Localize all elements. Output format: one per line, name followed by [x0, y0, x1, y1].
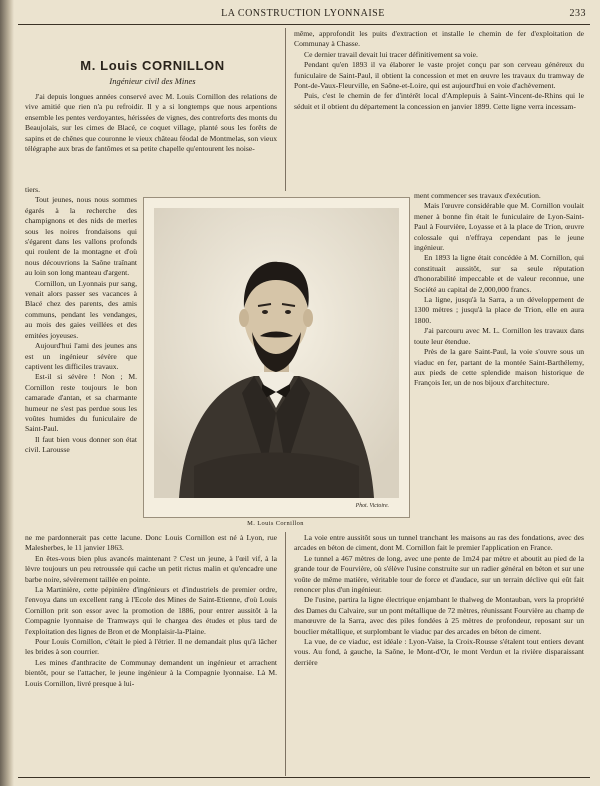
left-column-bottom: [25, 533, 277, 689]
portrait-image: [154, 208, 399, 498]
paragraph: J'ai depuis longues années conservé avec M. Louis Cornillon des relations de vive amitié que rien n'a pu refroidir. Il y a si longtemps que nous arpentions ensemble les pentes verdoyantes, hérissées de vignes, des contreforts des monts du Beaujolais, sur les cimes de Blacé, ce coquet village, planté sous les forêts de sapins et de chênes que couronne le vieux château féodal de Montmelas, son vieux télégraphe aux bras de fantômes et sa petite chapelle qu'entourent les noise-: [25, 92, 277, 154]
paragraph: Est-il si sévère ! Non ; M. Cornillon reste toujours le bon camarade d'antan, et sa charmante humeur ne s'est pas perdue sous les voûtes humides du funiculaire de Saint-Paul.: [25, 372, 137, 434]
paragraph: même, approfondit les puits d'extraction et installe le chemin de fer d'exploitation de Communay à Chasse.: [294, 29, 584, 49]
paragraph: La vue, de ce viaduc, est idéale : Lyon-Vaise, la Croix-Rousse s'étalent tout entiers devant vous. Au fond, à gauche, la Saône, le Mont-d'Or, le mont Verdun et la rivière disparaissant derrière: [294, 637, 584, 667]
paragraph: De l'usine, partira la ligne électrique enjambant le thalweg de Montauban, vers la propriété des Dames du Calvaire, sur un pont métallique de 72 mètres, réunissant Fourvière au champ de manœuvre de la Sarra, avec des piles fondées à 25 mètres de profondeur, reposant sur un bouclier métallique, et surplombant le viaduc par des arcades en béton de ciment.: [294, 595, 584, 636]
paragraph: Les mines d'anthracite de Communay demandent un ingénieur et arrachent bientôt, pour se l'attacher, le jeune ingénieur à la Compagnie lyonnaise. Là M. Louis Cornillon, livré presque à lui-: [25, 657, 277, 688]
paragraph: ment commencer ses travaux d'exécution.: [414, 191, 541, 200]
paragraph: Mais l'œuvre considérable que M. Cornillon voulait mener à bonne fin était le funiculaire de Lyon-Saint-Paul à Fourvière, Loyasse et à la place de Trion, œuvre colossale qui n'effraya cependant pas le jeune ingénieur.: [414, 201, 584, 253]
photo-credit: Phot. Victoire.: [355, 503, 389, 509]
paragraph: Puis, c'est le chemin de fer d'intérêt local d'Amplepuis à Saint-Vincent-de-Rhins qui le séduit et il obtient du département la concession en janvier 1899. Cette ligne verra incessam-: [294, 91, 584, 111]
right-column-top: [294, 29, 584, 112]
paragraph: Cornillon, un Lyonnais pur sang, venait alors passer ses vacances à Blacé chez des parents, des amis communs, pendant les vendanges, au mois des gaies veillées et des emitées joyeuses.: [25, 278, 137, 340]
paragraph: En 1893 la ligne était concédée à M. Cornillon, qui constituait aussitôt, sur sa seule réputation d'honorabilité impeccable et de valeur reconnue, une Société au capital de 2,000,000 francs.: [414, 253, 584, 294]
paragraph: Pour Louis Cornillon, c'était le pied à l'étrier. Il ne demandait plus qu'à lâcher les brides à son courrier.: [25, 637, 277, 657]
left-column-top: [25, 92, 277, 154]
paragraph: La voie entre aussitôt sous un tunnel tranchant les maisons au ras des fondations, avec des arcades en béton de ciment, dont M. Cornillon fait le premier l'application en France.: [294, 533, 584, 553]
running-head-title: LA CONSTRUCTION LYONNAISE: [221, 8, 385, 19]
paragraph: Aujourd'hui l'ami des jeunes ans est un ingénieur sévère que captivent les difficiles travaux.: [25, 341, 137, 371]
right-column-narrow: [414, 191, 584, 389]
running-head: [20, 8, 586, 22]
left-column-narrow: [25, 185, 137, 456]
paragraph: J'ai parcouru avec M. L. Cornillon les travaux dans toute leur étendue.: [414, 326, 584, 346]
paragraph: Il faut bien vous donner son état civil. Larousse: [25, 434, 137, 455]
paragraph: En êtes-vous bien plus avancés maintenant ? C'est un jeune, à l'œil vif, à la lèvre toujours un peu retroussée qui cache un petit rictus malin et qu'encadre une barbe noire, sévèrement taillée en pointe.: [25, 553, 277, 584]
article-subtitle: Ingénieur civil des Mines: [109, 76, 196, 86]
column-divider-top: [285, 28, 286, 191]
header-rule: [18, 24, 590, 25]
page-number: 233: [569, 8, 586, 19]
paragraph: La ligne, jusqu'à la Sarra, a un développement de 1300 mètres ; jusqu'à la place de Trion, elle en aura 1800.: [414, 295, 584, 325]
paragraph: Près de la gare Saint-Paul, la voie s'ouvre sous un viaduc en fer, partant de la montée Saint-Barthélemy, aux pieds de cette splendide maison historique de François Ier, un de nos bijoux d'architecture.: [414, 347, 584, 388]
paragraph: tiers.: [25, 185, 40, 194]
paragraph: ne me pardonnerait pas cette lacune. Donc Louis Cornillon est né à Lyon, rue Malesherbes, le 11 janvier 1863.: [25, 533, 277, 553]
column-divider-bottom: [285, 532, 286, 776]
paragraph: Le tunnel a 467 mètres de long, avec une pente de 1m24 par mètre et aboutit au pied de la grande tour de Fourvière, où s'élève l'usine construite sur un radier général en béton et sur une voûte de même matière, véritable tour de force et d'audace, sur un terrain déclive qui eût fait renoncer plus d'un ingénieur.: [294, 553, 584, 595]
paragraph: Ce dernier travail devait lui tracer définitivement sa voie.: [304, 49, 478, 59]
page-binding-shadow: [0, 0, 14, 786]
article-title: M. Louis CORNILLON: [80, 58, 225, 73]
portrait-photo: [143, 197, 410, 518]
right-column-bottom: [294, 533, 584, 668]
photo-caption: M. Louis Cornillon: [247, 520, 304, 527]
paragraph: Tout jeunes, nous nous sommes égarés à la recherche des champignons et des nids de merles sous les noires frondaisons qui s'égarent dans les vallons profonds qui roulent de la montagne et d'où nous découvrions la Saône traînant au loin son long manteau d'argent.: [25, 195, 137, 278]
footer-rule: [18, 777, 590, 778]
paragraph: La Martinière, cette pépinière d'ingénieurs et d'industriels de premier ordre, l'envoya dans un excellent rang à l'Ecole des Mines de Saint-Etienne, d'où Louis Cornillon prit son essor avec la promotion de 1886, pour entrer aussitôt à la Compagnie lyonnaise de Tramways qui le chargea des études et plus tard de l'exploitation des lignes de Bron et de Monplaisir-la-Plaine.: [25, 585, 277, 636]
paragraph: Pendant qu'en 1893 il va élaborer le vaste projet conçu par son cerveau généreux du funiculaire de Saint-Paul, il obtient la concession et met en œuvre les travaux du tramway de Pont-de-Vaux-Fleurville, en Saône-et-Loire, qui est aujourd'hui en voie d'achèvement.: [294, 60, 584, 91]
